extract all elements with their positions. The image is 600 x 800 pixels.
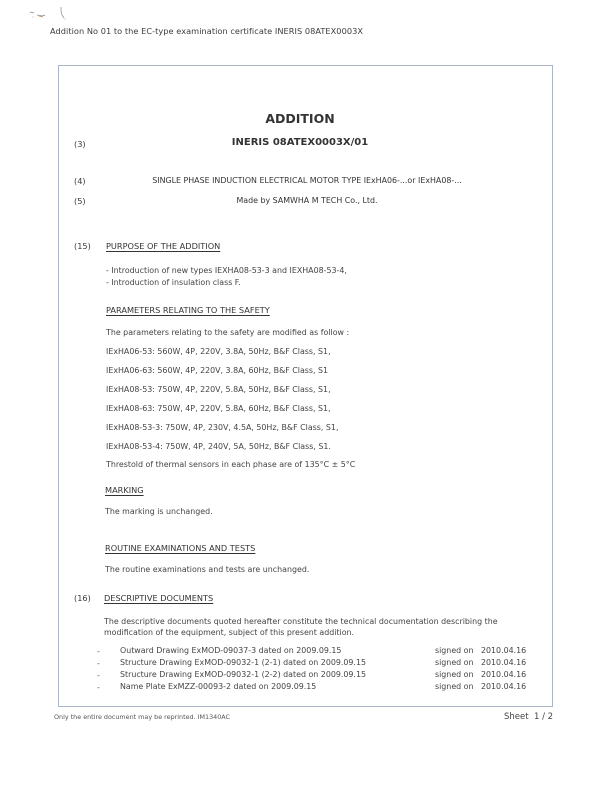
equipment-description: SINGLE PHASE INDUCTION ELECTRICAL MOTOR TYPE IExHA06-...or IExHA08-...	[152, 176, 462, 185]
marking-heading: MARKING	[105, 485, 144, 495]
parameter-line: IExHA08-53-3: 750W, 4P, 230V, 4.5A, 50Hz, B&F Class, S1,	[106, 423, 339, 432]
signed-label: signed on	[435, 682, 474, 691]
descriptive-intro-line: modification of the equipment, subject of this present addition.	[104, 628, 355, 637]
signed-label: signed on	[435, 658, 474, 667]
parameter-line: IExHA06-63: 560W, 4P, 220V, 3.8A, 60Hz, B&F Class, S1	[106, 366, 329, 375]
list-dash: -	[97, 683, 100, 692]
document-header-title: Addition No 01 to the EC-type examination certificate INERIS 08ATEX0003X	[50, 26, 364, 36]
signed-date: 2010.04.16	[481, 658, 527, 667]
sheet-number: Sheet 1 / 2	[504, 712, 554, 722]
signed-date: 2010.04.16	[481, 646, 527, 655]
thermal-threshold: Threstold of thermal sensors in each phase are of 135°C ± 5°C	[106, 460, 356, 469]
parameter-line: IExHA06-53: 560W, 4P, 220V, 3.8A, 50Hz, B&F Class, S1,	[106, 347, 331, 356]
purpose-bullet: - Introduction of insulation class F.	[106, 278, 241, 287]
marking-text: The marking is unchanged.	[105, 507, 213, 516]
document-description: Name Plate ExMZZ-00093-2 dated on 2009.09.15	[120, 682, 317, 691]
item-5-number: (5)	[74, 196, 86, 206]
descriptive-intro-line: The descriptive documents quoted hereafter constitute the technical documentation describing the	[104, 617, 498, 626]
descriptive-documents-heading: DESCRIPTIVE DOCUMENTS	[104, 593, 214, 603]
certificate-number: INERIS 08ATEX0003X/01	[231, 137, 369, 148]
reprint-notice: Only the entire document may be reprinted. IM1340AC	[54, 713, 231, 721]
list-dash: -	[97, 671, 100, 680]
routine-heading: ROUTINE EXAMINATIONS AND TESTS	[105, 543, 256, 553]
document-description: Structure Drawing ExMOD-09032-1 (2-2) dated on 2009.09.15	[120, 670, 366, 679]
item-15-number: (15)	[74, 241, 91, 251]
parameter-line: IExHA08-53: 750W, 4P, 220V, 5.8A, 50Hz, B&F Class, S1,	[106, 385, 331, 394]
purpose-heading: PURPOSE OF THE ADDITION	[106, 241, 221, 251]
item-4-number: (4)	[74, 176, 86, 186]
document-description: Outward Drawing ExMOD-09037-3 dated on 2009.09.15	[120, 646, 342, 655]
parameter-line: IExHA08-63: 750W, 4P, 220V, 5.8A, 60Hz, B&F Class, S1,	[106, 404, 331, 413]
manufacturer: Made by SAMWHA M TECH Co., Ltd.	[236, 196, 378, 205]
document-title: ADDITION	[265, 111, 335, 126]
item-3-number: (3)	[74, 139, 86, 149]
scan-artifact-mark	[28, 6, 68, 22]
parameter-line: IExHA08-53-4: 750W, 4P, 240V, 5A, 50Hz, B&F Class, S1.	[106, 442, 331, 451]
list-dash: -	[97, 659, 100, 668]
signed-date: 2010.04.16	[481, 682, 527, 691]
parameters-intro: The parameters relating to the safety are modified as follow :	[106, 328, 350, 337]
signed-label: signed on	[435, 646, 474, 655]
parameters-heading: PARAMETERS RELATING TO THE SAFETY	[106, 305, 270, 315]
signed-label: signed on	[435, 670, 474, 679]
purpose-bullet: - Introduction of new types IEXHA08-53-3 and IEXHA08-53-4,	[106, 266, 347, 275]
routine-text: The routine examinations and tests are unchanged.	[105, 565, 310, 574]
document-description: Structure Drawing ExMOD-09032-1 (2-1) dated on 2009.09.15	[120, 658, 366, 667]
list-dash: -	[97, 647, 100, 656]
signed-date: 2010.04.16	[481, 670, 527, 679]
item-16-number: (16)	[74, 593, 91, 603]
